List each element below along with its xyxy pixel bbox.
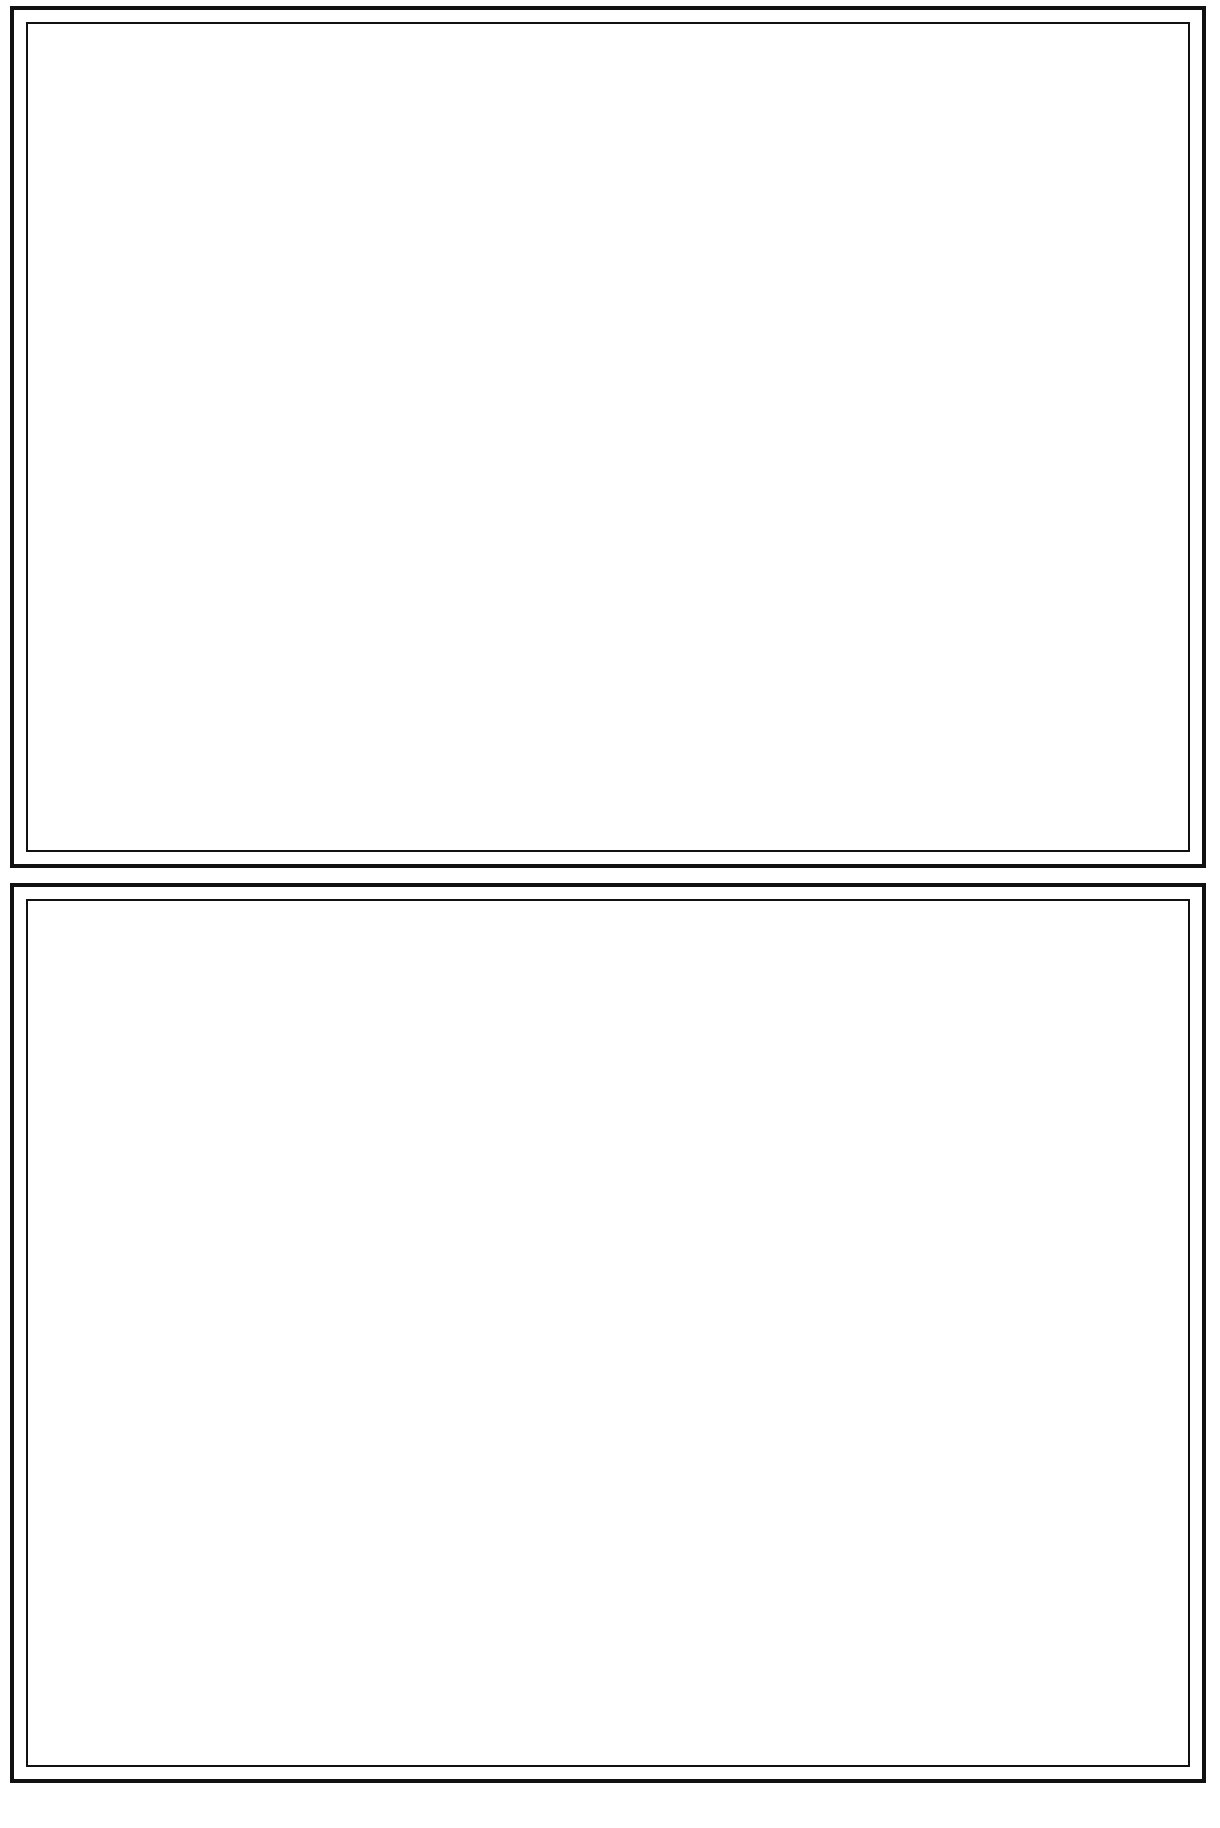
lower-page <box>10 883 1206 1783</box>
upper-page <box>10 6 1206 868</box>
upper-text-frame <box>26 22 1190 852</box>
lower-columns <box>28 901 1188 1765</box>
upper-columns <box>28 24 1188 850</box>
lower-text-frame <box>26 899 1190 1767</box>
